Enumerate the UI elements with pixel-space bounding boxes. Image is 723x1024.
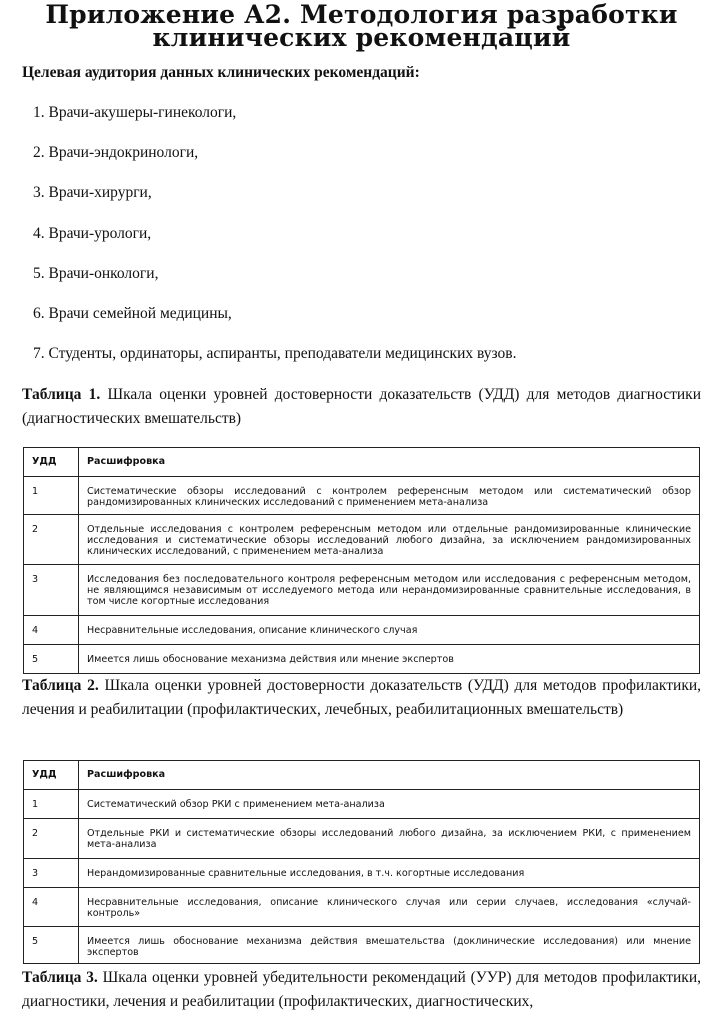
table1 — [23, 447, 700, 674]
row-text: Несравнительные исследования, описание клинического случая или серии случаев, исследования «случай-контроль» — [87, 897, 691, 919]
row-level: 3 — [32, 868, 39, 879]
table-row — [24, 927, 700, 964]
list-item: 2. Врачи-эндокринологи, — [33, 144, 199, 162]
list-item: 1. Врачи-акушеры-гинекологи, — [33, 104, 237, 121]
table3-caption-text: Шкала оценки уровней убедительности рекомендаций (УУР) для методов профилактики, диагностики, лечения и реабилитации (профилактических, диагностических, — [22, 969, 701, 1010]
page-title: Приложение А2. Методология разработки клинических рекомендаций — [45, 0, 678, 52]
row-text: Отдельные исследования с контролем референсным методом или отдельные рандомизированные клинические исследования и систематические обзоры исследований любого дизайна, за исключением рандомизированных клинических исследований, с применением мета-анализа — [87, 524, 691, 557]
row-text: Систематические обзоры исследований с контролем референсным методом или систематический обзор рандомизированных клинических исследований с применением мета-анализа — [87, 486, 691, 508]
audience-heading: Целевая аудитория данных клинических рекомендаций: — [22, 64, 420, 81]
table-row — [24, 888, 700, 927]
header-decoding: Расшифровка — [79, 761, 700, 790]
row-level: 3 — [32, 574, 39, 585]
list-item: 5. Врачи-онкологи, — [33, 264, 159, 282]
list-item: 4. Врачи-урологи, — [33, 224, 152, 242]
list-item: 7. Студенты, ординаторы, аспиранты, преподаватели медицинских вузов. — [33, 345, 517, 363]
table-row — [24, 790, 700, 819]
table3-caption-label: Таблица 3. — [22, 969, 98, 986]
table-header-row — [24, 448, 700, 477]
table-row — [24, 616, 700, 645]
row-text: Исследования без последовательного контроля референсным методом или исследования с референсным методом, не являющимся независимым от исследуемого метода или нерандомизированные сравнительные исследования, в том числе когортные исследования — [87, 574, 691, 607]
table1-caption — [22, 383, 701, 431]
row-level: 1 — [32, 486, 39, 497]
table1-caption-text: Шкала оценки уровней достоверности доказательств (УДД) для методов диагностики (диагностических вмешательств) — [22, 386, 702, 427]
row-text: Нерандомизированные сравнительные исследования, в т.ч. когортные исследования — [87, 868, 525, 879]
row-level: 1 — [32, 799, 39, 810]
table-row — [24, 859, 700, 888]
row-level: 5 — [32, 936, 39, 947]
list-item: 6. Врачи семейной медицины, — [33, 304, 232, 322]
table2 — [23, 760, 700, 964]
row-level: 2 — [32, 524, 39, 535]
table-header-row — [24, 761, 700, 790]
table2-caption-label: Таблица 2. — [22, 677, 99, 694]
audience-list — [33, 103, 517, 384]
list-item: 3. Врачи-хирурги, — [33, 184, 152, 202]
header-decoding: Расшифровка — [79, 448, 700, 477]
table3-caption — [22, 966, 701, 1014]
header-udd: УДД — [24, 448, 79, 477]
table-row — [24, 645, 700, 674]
row-text: Имеется лишь обоснование механизма действия вмешательства (доклинические исследования) или мнение экспертов — [87, 936, 691, 958]
table2-caption — [22, 674, 701, 722]
table1-caption-label: Таблица 1. — [22, 386, 101, 403]
row-text: Систематический обзор РКИ с применением мета-анализа — [87, 799, 385, 810]
row-text: Несравнительные исследования, описание клинического случая — [87, 625, 418, 636]
table-row — [24, 565, 700, 616]
row-level: 4 — [32, 625, 39, 636]
row-text: Отдельные РКИ и систематические обзоры исследований любого дизайна, за исключением РКИ, с применением мета-анализа — [87, 828, 691, 850]
header-udd: УДД — [24, 761, 79, 790]
table-row — [24, 515, 700, 565]
row-level: 5 — [32, 654, 39, 665]
row-level: 2 — [32, 828, 39, 839]
row-text: Имеется лишь обоснование механизма действия или мнение экспертов — [87, 654, 454, 665]
row-level: 4 — [32, 897, 39, 908]
table-row — [24, 477, 700, 515]
table2-caption-text: Шкала оценки уровней достоверности доказательств (УДД) для методов профилактики, лечения и реабилитации (профилактических, лечебных, реабилитационных вмешательств) — [22, 677, 702, 718]
table-row — [24, 819, 700, 859]
